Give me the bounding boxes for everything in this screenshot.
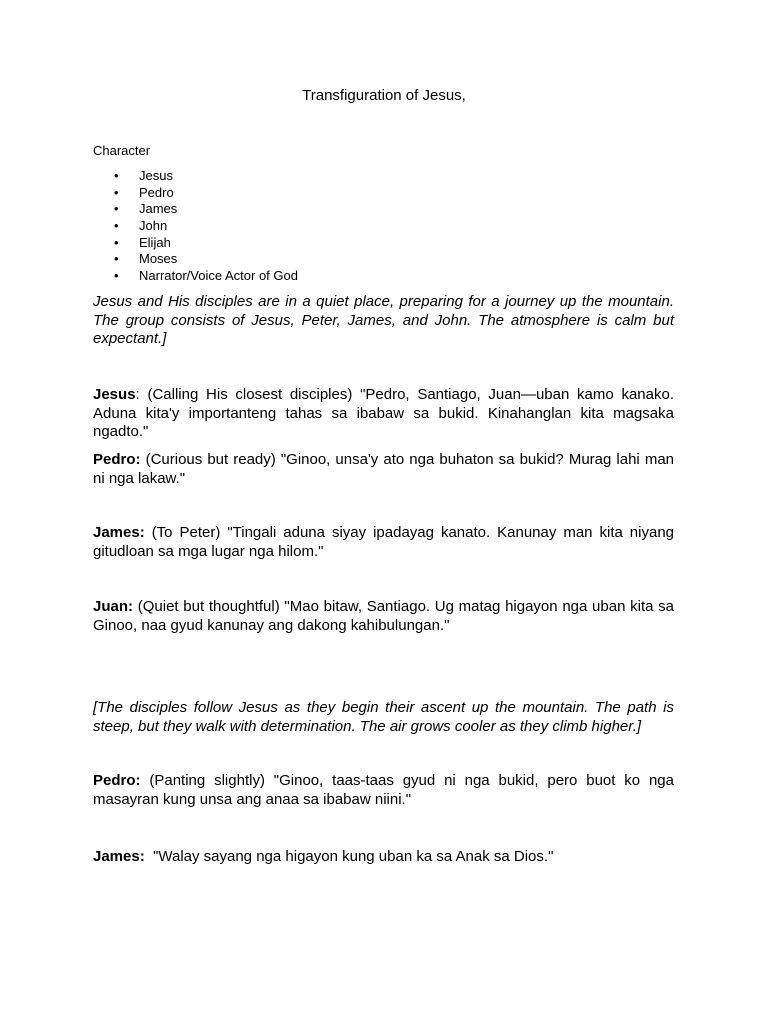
bullet-icon: • <box>114 201 119 217</box>
character-name: John <box>139 218 168 234</box>
speaker-name: Pedro: <box>93 772 141 789</box>
character-list <box>93 168 298 285</box>
dialogue-line-james <box>93 524 674 561</box>
dialogue-text: (Calling His closest disciples) "Pedro, Santiago, Juan—uban kamo kanako. Aduna kita'y importanteng tahas sa ibabaw sa bukid. Kinahanglan kita magsaka ngadto." <box>93 386 675 441</box>
character-item <box>93 218 298 235</box>
stage-direction-opening: Jesus and His disciples are in a quiet place, preparing for a journey up the mountain. The group consists of Jesus, Peter, James, and John. The atmosphere is calm but expectant.] <box>93 293 674 348</box>
speaker-name: James: <box>93 524 145 541</box>
character-name: Jesus <box>139 168 173 183</box>
speaker-name: Pedro: <box>93 451 141 468</box>
character-item <box>93 201 298 218</box>
document-title: Transfiguration of Jesus, <box>302 87 466 104</box>
dialogue-text: (Curious but ready) "Ginoo, unsa'y ato nga buhaton sa bukid? Murag lahi man ni nga lakaw." <box>93 451 675 487</box>
dialogue-text: (Panting slightly) "Ginoo, taas-taas gyud ni nga bukid, pero buot ko nga masayran kung unsa ang anaa sa ibabaw niini." <box>93 772 674 808</box>
speaker-separator <box>145 848 153 865</box>
character-item <box>93 268 298 285</box>
bullet-icon: • <box>114 268 119 284</box>
character-item <box>93 251 298 268</box>
bullet-icon: • <box>114 184 119 200</box>
character-item <box>93 235 298 252</box>
dialogue-line-jesus <box>93 386 674 442</box>
bullet-icon: • <box>114 168 119 183</box>
speaker-name: James: <box>93 848 145 865</box>
character-name: Pedro <box>139 184 174 200</box>
speaker-separator <box>145 524 152 541</box>
character-item <box>93 185 298 202</box>
dialogue-text: "Walay sayang nga higayon kung uban ka sa Anak sa Dios." <box>153 848 554 865</box>
speaker-name: Jesus <box>93 386 136 403</box>
character-name: Elijah <box>139 234 171 250</box>
character-item <box>93 168 298 185</box>
speaker-separator: : <box>135 386 148 403</box>
dialogue-text: (Quiet but thoughtful) "Mao bitaw, Santiago. Ug matag higayon nga uban kita sa Ginoo, naa gyud kanunay ang dakong kahibulungan." <box>93 598 675 634</box>
character-name: Moses <box>139 251 178 267</box>
bullet-icon: • <box>114 251 119 267</box>
dialogue-line-pedro <box>93 451 674 488</box>
character-name: Narrator/Voice Actor of God <box>139 268 298 284</box>
speaker-name: Juan: <box>93 598 134 615</box>
character-heading: Character <box>93 143 151 158</box>
character-name: James <box>139 201 178 217</box>
stage-direction-ascent: [The disciples follow Jesus as they begin their ascent up the mountain. The path is steep, but they walk with determination. The air grows cooler as they climb higher.] <box>93 699 674 735</box>
dialogue-text: (To Peter) "Tingali aduna siyay ipadayag kanato. Kanunay man kita niyang gitudloan sa mga lugar nga hilom." <box>93 524 675 560</box>
dialogue-line-james-2 <box>93 848 674 867</box>
bullet-icon: • <box>114 234 119 250</box>
bullet-icon: • <box>114 218 119 234</box>
dialogue-line-pedro-2 <box>93 772 674 809</box>
dialogue-line-juan <box>93 598 674 635</box>
